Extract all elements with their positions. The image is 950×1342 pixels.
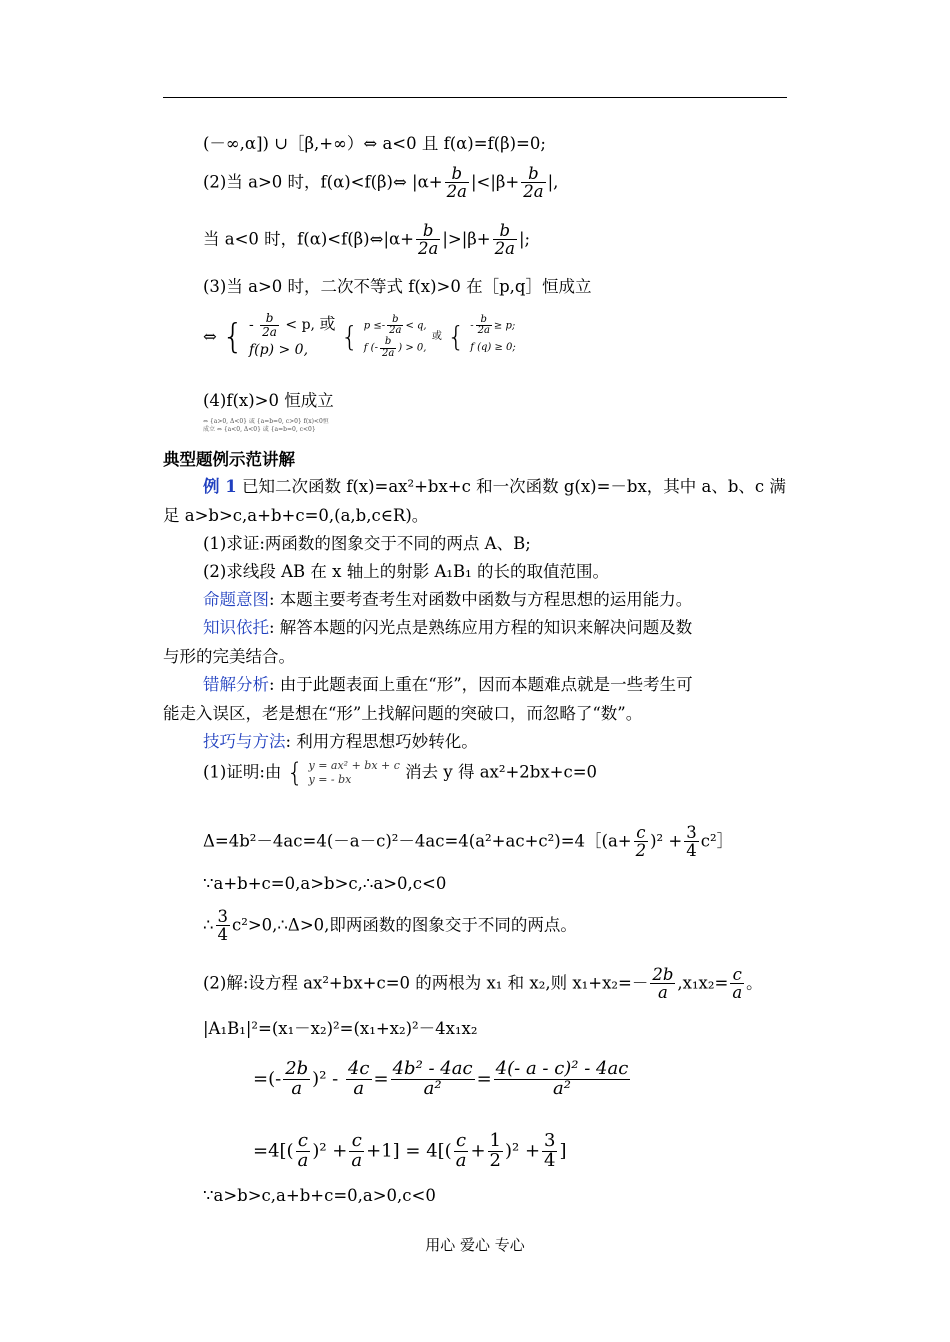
- section-heading: 典型题例示范讲解: [163, 450, 295, 469]
- text-line: (2)当 a>0 时，f(α)<f(β)⇔ |α+ $\frac{b}{2a}$ |<|β+ $\frac{b}{2a}$ |,: [203, 164, 559, 202]
- equation-line: =(- $\frac{2b}{a}$ )² - $\frac{4c}{a}$ = $\frac{\text{4b² - 4ac}}{\text{a²}}$ = $\frac{\text{4(- a - c)² - 4ac}}{\text{a²}}$: [253, 1058, 629, 1099]
- text-line: ∵a>b>c,a+b+c=0,a>0,c<0: [203, 1186, 436, 1205]
- equation-line: =4[( $\frac{c}{a}$ )² + $\frac{c}{a}$ +1] = 4[( $\frac{c}{a}$ + $\frac{1}{2}$ )² + $\frac{3}{4}$ ]: [253, 1130, 567, 1171]
- proof-line: (1)证明:由 { y = ax² + bx + c y = - bx 消去 y 得 ax²+2bx+c=0: [203, 758, 598, 788]
- text-line: ∴ $\frac{3}{4}$ c²>0,∴Δ>0,即两函数的图象交于不同的两点。: [203, 907, 577, 945]
- question-1: (1)求证:两函数的图象交于不同的两点 A、B;: [203, 534, 531, 553]
- page-footer: 用心 爱心 专心: [425, 1236, 525, 1254]
- error-line: 错解分析: 由于此题表面上重在“形”，因而本题难点就是一些考生可: [203, 675, 693, 694]
- text-line: (4)f(x)>0 恒成立: [203, 391, 334, 410]
- tiny-formula: ⇔ {a>0, Δ<0} 或 {a=b=0, c>0} f(x)<0恒成立 ⇔ {a<0, Δ<0} 或 {a=b=0, c<0}: [203, 418, 329, 433]
- text-line: |A₁B₁|²=(x₁－x₂)²=(x₁+x₂)²－4x₁x₂: [203, 1019, 478, 1038]
- text-line: 能走入误区，老是想在“形”上找解问题的突破口，而忽略了“数”。: [163, 704, 643, 723]
- header-rule: [163, 97, 787, 98]
- text-line: (－∞,α]) ∪［β,+∞）⇔ a<0 且 f(α)=f(β)=0;: [203, 134, 546, 153]
- discriminant-line: Δ=4b²－4ac=4(－a－c)²－4ac=4(a²+ac+c²)=4［(a+ $\frac{c}{2}$ )² + $\frac{3}{4}$ c²］: [203, 823, 734, 861]
- example-title: 例 1 已知二次函数 f(x)=ax²+bx+c 和一次函数 g(x)=－bx，其中 a、b、c 满: [203, 477, 786, 496]
- text-line: ∵a+b+c=0,a>b>c,∴a>0,c<0: [203, 874, 447, 893]
- knowledge-line: 知识依托: 解答本题的闪光点是熟练应用方程的知识来解决问题及数: [203, 618, 693, 637]
- intent-line: 命题意图: 本题主要考查考生对函数中函数与方程思想的运用能力。: [203, 590, 693, 609]
- text-line: 足 a>b>c,a+b+c=0,(a,b,c∈R)。: [163, 506, 429, 525]
- text-line: 当 a<0 时，f(α)<f(β)⇔|α+ $\frac{b}{2a}$ |>|β+ $\frac{b}{2a}$ |;: [203, 221, 531, 259]
- condition-system: ⇔ { - $\frac{b}{2a}$ < p, 或 f(p) > 0, { p ≤- $\frac{b}{2a}$ < q, f (- $\frac{b}{2a}$ ) > 0, 或 { - $\frac{b}{2a}$ ≥ p; f (q) ≥ 0;: [203, 311, 516, 359]
- method-line: 技巧与方法: 利用方程思想巧妙转化。: [203, 732, 478, 751]
- text-line: (3)当 a>0 时，二次不等式 f(x)>0 在［p,q］恒成立: [203, 277, 592, 296]
- text-line: 与形的完美结合。: [163, 647, 295, 666]
- question-2: (2)求线段 AB 在 x 轴上的射影 A₁B₁ 的长的取值范围。: [203, 562, 609, 581]
- text-line: (2)解:设方程 ax²+bx+c=0 的两根为 x₁ 和 x₂,则 x₁+x₂=－ $\frac{2b}{a}$ ,x₁x₂= $\frac{c}{a}$ 。: [203, 965, 763, 1003]
